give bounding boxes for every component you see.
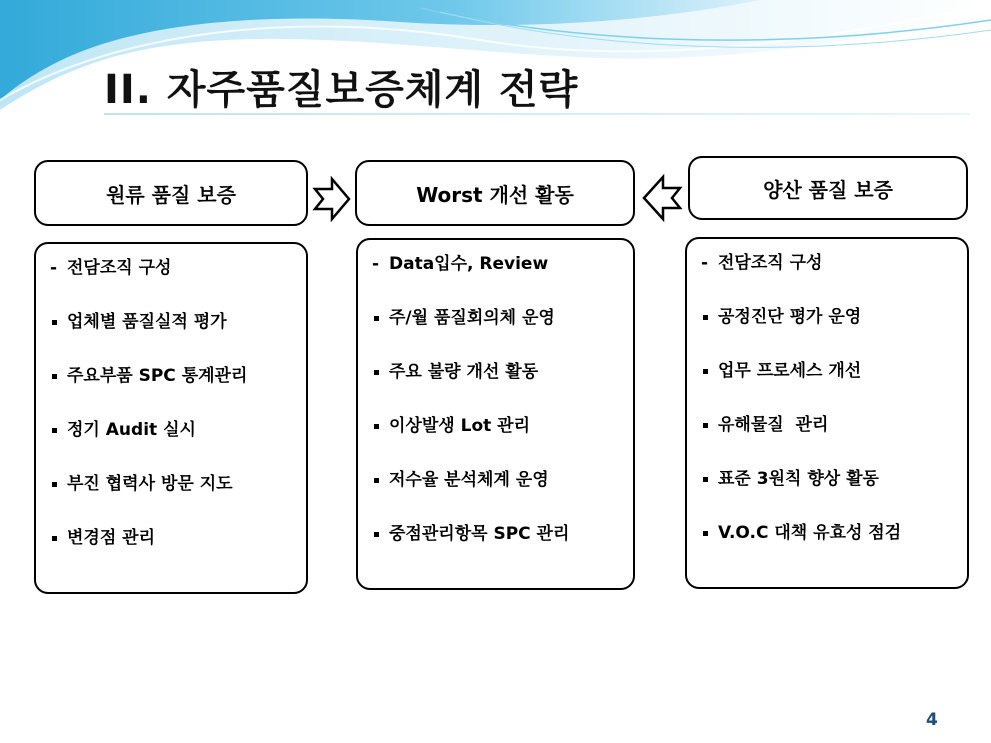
bullet-dash: - [701,253,709,273]
list-item [372,412,569,466]
header-label: Worst 개선 활동 [416,182,574,207]
bullet-square-icon [374,532,379,537]
list-box-mass-production-quality [685,237,969,589]
bullet-square-icon [703,477,708,482]
list-item-text: 공정진단 평가 운영 [718,307,862,327]
arrow-right-icon [312,176,352,222]
list-item-text: 표준 3원칙 향상 활동 [718,469,879,489]
list-item-text: 부진 협력사 방문 지도 [67,474,233,494]
list-item-text: V.O.C 대책 유효성 점검 [718,523,902,543]
bullet-square-icon [703,531,708,536]
bullet-square-icon [703,369,708,374]
item-list [701,249,901,573]
bullet-square-icon [374,478,379,483]
header-label: 원류 품질 보증 [106,182,236,207]
header-box-source-quality [34,160,308,226]
bullet-square-icon [52,428,57,433]
list-item [372,466,569,520]
bullet-dash: - [50,258,58,278]
list-item-text: 유해물질 관리 [718,415,829,435]
list-item-text: 업체별 품질실적 평가 [67,312,227,332]
header-box-worst-improvement [355,160,635,226]
list-item-text: 중점관리항목 SPC 관리 [389,524,570,544]
list-item [701,303,901,357]
bullet-square-icon [52,320,57,325]
title-divider [104,113,970,115]
bullet-dash: - [372,254,380,274]
list-item [701,357,901,411]
bullet-square-icon [52,482,57,487]
list-item-text: 저수율 분석체계 운영 [389,470,549,490]
arrow-left-icon [641,174,683,222]
list-item-text: 업무 프로세스 개선 [718,361,862,381]
list-item [372,250,569,304]
bullet-square-icon [374,316,379,321]
list-item [701,465,901,519]
list-item-text: 정기 Audit 실시 [67,420,196,440]
list-item [372,520,569,574]
item-list [50,254,247,578]
list-item-text: 전담조직 구성 [67,258,172,278]
bullet-square-icon [374,424,379,429]
list-item [701,411,901,465]
list-item [50,308,247,362]
list-item [372,358,569,412]
list-item-text: Data입수, Review [389,254,549,274]
list-item-text: 주/월 품질회의체 운영 [389,308,555,328]
list-item [701,249,901,303]
page-number: 4 [926,710,938,730]
list-box-worst-improvement [356,238,635,590]
list-item-text: 변경점 관리 [67,528,156,548]
header-label: 양산 품질 보증 [763,177,893,202]
list-box-source-quality [34,242,308,594]
list-item-text: 주요 불량 개선 활동 [389,362,539,382]
list-item-text: 주요부품 SPC 통계관리 [67,366,248,386]
bullet-square-icon [703,423,708,428]
bullet-square-icon [703,315,708,320]
list-item [50,254,247,308]
list-item [50,362,247,416]
item-list [372,250,569,574]
list-item-text: 전담조직 구성 [718,253,823,273]
header-box-mass-production-quality [688,156,968,220]
list-item [50,470,247,524]
bullet-square-icon [374,370,379,375]
bullet-square-icon [52,536,57,541]
list-item-text: 이상발생 Lot 관리 [389,416,531,436]
list-item [50,524,247,578]
slide-title: II. 자주품질보증체계 전략 [104,67,579,113]
list-item [372,304,569,358]
bullet-square-icon [52,374,57,379]
list-item [50,416,247,470]
list-item [701,519,901,573]
